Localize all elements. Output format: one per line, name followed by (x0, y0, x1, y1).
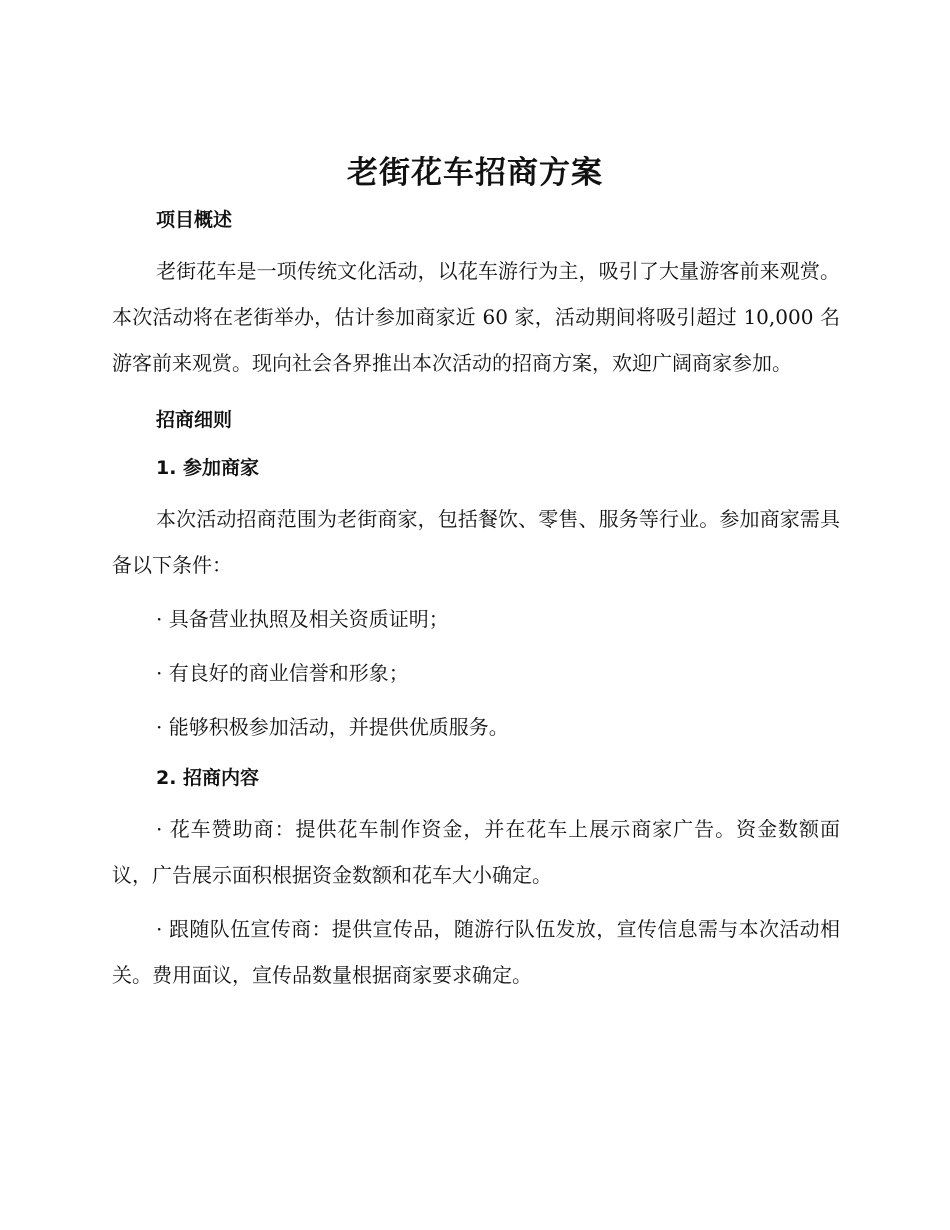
list-item: · 具备营业执照及相关资质证明； (156, 607, 449, 631)
paragraph-promoter: · 跟随队伍宣传商：提供宣传品，随游行队伍发放，宣传信息需与本次活动相关。费用面议，宣传品数量根据商家要求确定。 (112, 917, 840, 987)
list-item: · 能够积极参加活动，并提供优质服务。 (156, 715, 509, 739)
paragraph-sponsor: · 花车赞助商：提供花车制作资金，并在花车上展示商家广告。资金数额面议，广告展示面积根据资金数额和花车大小确定。 (112, 817, 840, 887)
document-body (112, 200, 840, 998)
subheading-merchants: 1. 参加商家 (156, 457, 260, 479)
section-heading-overview: 项目概述 (156, 209, 233, 231)
paragraph-merchants: 本次活动招商范围为老街商家，包括餐饮、零售、服务等行业。参加商家需具备以下条件： (112, 507, 840, 577)
subheading-content: 2. 招商内容 (156, 767, 260, 789)
page-title: 老街花车招商方案 (347, 155, 603, 191)
paragraph-overview: 老街花车是一项传统文化活动，以花车游行为主，吸引了大量游客前来观赏。本次活动将在老街举办，估计参加商家近 60 家，活动期间将吸引超过 10,000 名游客前来观赏。现向社会各界推出本次活动的招商方案，欢迎广阔商家参加。 (112, 259, 840, 375)
list-item: · 有良好的商业信誉和形象； (156, 661, 409, 685)
section-heading-details: 招商细则 (156, 409, 233, 431)
